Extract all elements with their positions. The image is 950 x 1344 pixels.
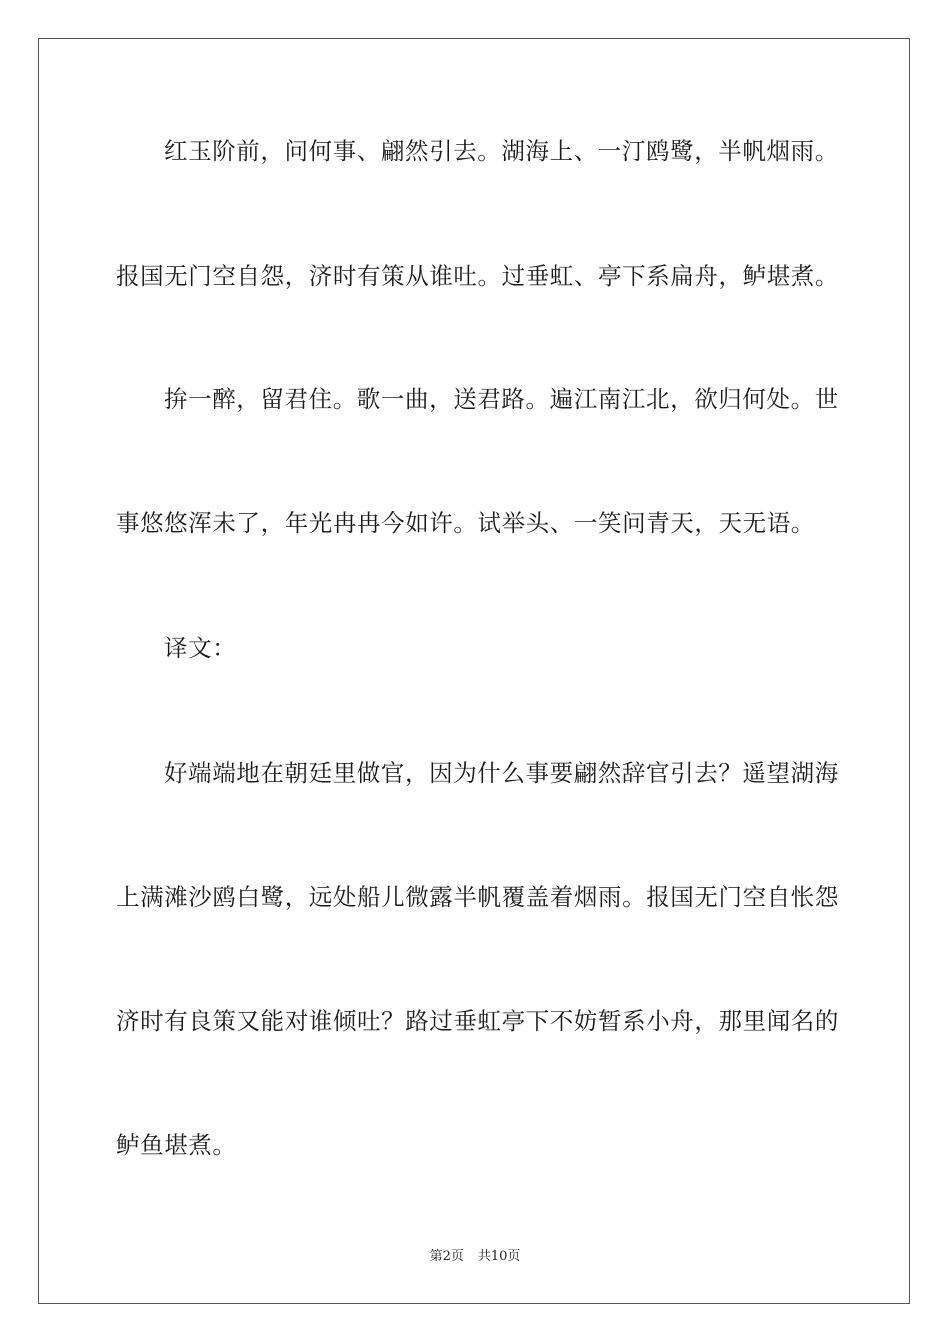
poem-line-4: 事悠悠浑未了，年光冉冉今如许。试举头、一笑问青天，天无语。 [116,509,815,537]
translation-line-1: 好端端地在朝廷里做官，因为什么事要翩然辞官引去？遥望湖海 [164,759,839,787]
page-border [38,38,910,1304]
page-number: 第2页 [429,1249,464,1264]
translation-line-2: 上满滩沙鸥白鹭，远处船儿微露半帆覆盖着烟雨。报国无门空自怅怨 [116,883,839,911]
translation-heading: 译文： [164,634,237,662]
poem-line-3: 拚一醉，留君住。歌一曲，送君路。遍江南江北，欲归何处。世 [164,385,839,413]
translation-line-3: 济时有良策又能对谁倾吐？路过垂虹亭下不妨暂系小舟，那里闻名的 [116,1007,839,1035]
poem-line-2: 报国无门空自怨，济时有策从谁吐。过垂虹、亭下系扁舟，鲈堪煮。 [116,262,839,290]
translation-line-4: 鲈鱼堪煮。 [116,1131,237,1159]
page-total: 共10页 [477,1249,521,1264]
poem-line-1: 红玉阶前，问何事、翩然引去。湖海上、一汀鸥鹭，半帆烟雨。 [164,137,839,165]
page-footer [0,1248,950,1266]
